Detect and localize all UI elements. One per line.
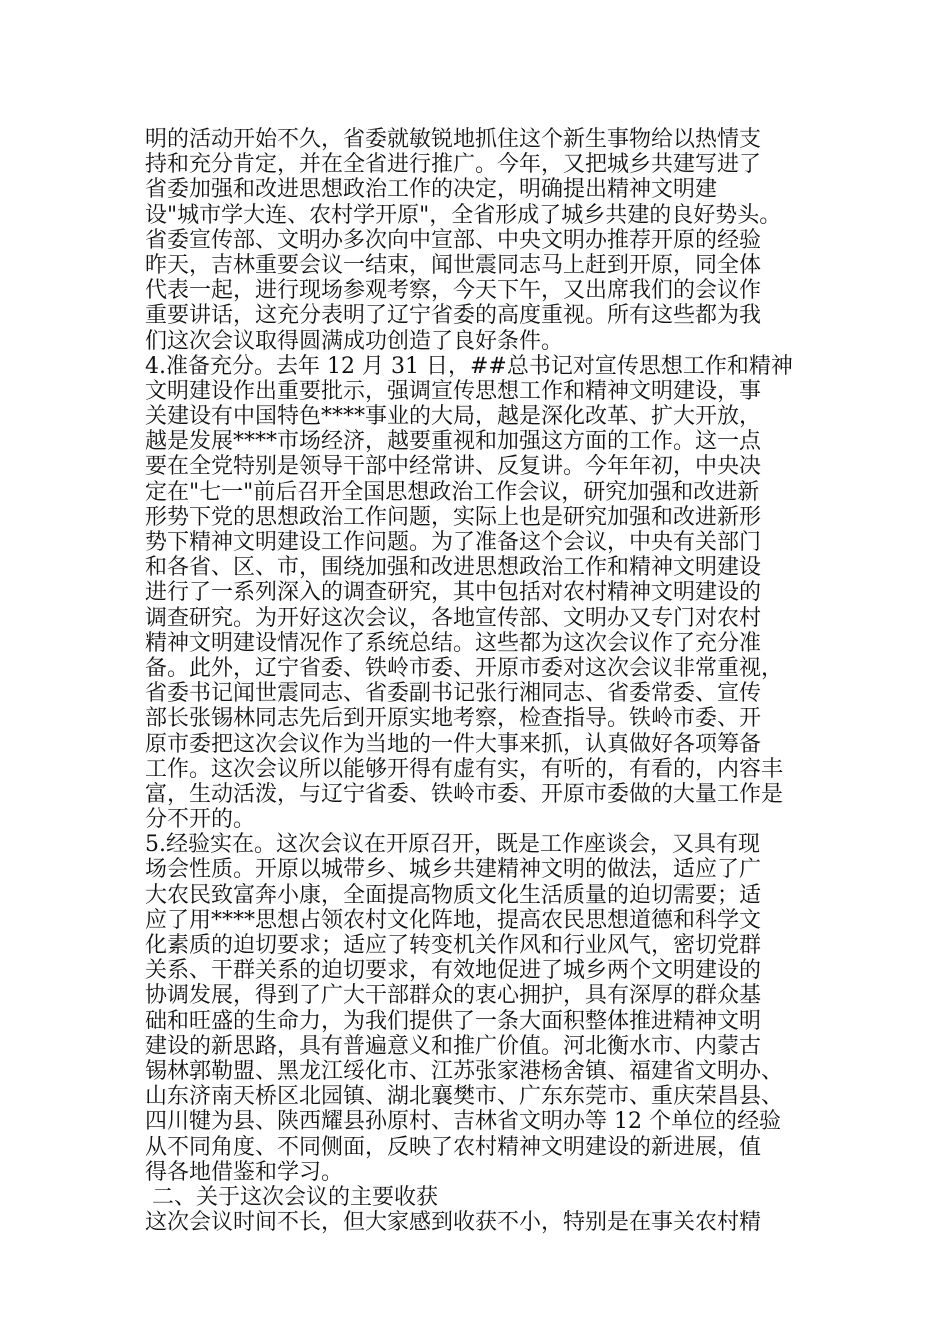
text-line: 进行了一系列深入的调查研究，其中包括对农村精神文明建设的 xyxy=(145,580,762,606)
text-line: 势下精神文明建设工作问题。为了准备这个会议，中央有关部门 xyxy=(145,530,762,555)
text-line: 从不同角度、不同侧面，反映了农村精神文明建设的新进展，值 xyxy=(145,1134,762,1160)
text-line: 化素质的迫切要求；适应了转变机关作风和行业风气，密切党群 xyxy=(145,933,762,958)
text-line: 精神文明建设情况作了系统总结。这些都为这次会议作了充分准 xyxy=(145,630,762,656)
text-line: 形势下党的思想政治工作问题，实际上也是研究加强和改进新形 xyxy=(145,504,762,530)
document-body xyxy=(145,127,825,1235)
section-heading: 二、关于这次会议的主要收获 xyxy=(145,1184,438,1210)
text-line: 建设的新思路，具有普遍意义和推广价值。河北衡水市、内蒙古 xyxy=(145,1033,762,1059)
text-line: 明的活动开始不久，省委就敏锐地抓住这个新生事物给以热情支 xyxy=(145,127,762,152)
text-line: 得各地借鉴和学习。 xyxy=(145,1159,344,1185)
text-line: 分不开的。 xyxy=(145,807,256,833)
text-line: 原市委把这次会议作为当地的一件大事来抓，认真做好各项筹备 xyxy=(145,731,762,757)
text-line: 备。此外，辽宁省委、铁岭市委、开原市委对这次会议非常重视， xyxy=(145,655,784,681)
text-line: 这次会议时间不长，但大家感到收获不小，特别是在事关农村精 xyxy=(145,1210,762,1236)
text-line: 越是发展****市场经济，越要重视和加强这方面的工作。这一点 xyxy=(145,429,762,455)
text-line: 要在全党特别是领导干部中经常讲、反复讲。今年年初，中央决 xyxy=(145,454,762,480)
text-line: 省委宣传部、文明办多次向中宣部、中央文明办推荐开原的经验 xyxy=(145,227,762,253)
text-line: 代表一起，进行现场参观考察，今天下午，又出席我们的会议作 xyxy=(145,278,762,304)
text-line: 础和旺盛的生命力，为我们提供了一条大面积整体推进精神文明 xyxy=(145,1008,762,1034)
text-line: 省委书记闻世震同志、省委副书记张行湘同志、省委常委、宣传 xyxy=(145,681,762,707)
text-line: 持和充分肯定，并在全省进行推广。今年，又把城乡共建写进了 xyxy=(145,152,762,178)
text-line: 协调发展，得到了广大干部群众的衷心拥护，具有深厚的群众基 xyxy=(145,983,762,1009)
text-line: 大农民致富奔小康，全面提高物质文化生活质量的迫切需要；适 xyxy=(145,882,762,908)
text-line: 昨天，吉林重要会议一结束，闻世震同志马上赶到开原，同全体 xyxy=(145,252,762,278)
text-line: 锡林郭勒盟、黑龙江绥化市、江苏张家港杨舍镇、福建省文明办、 xyxy=(145,1058,784,1084)
text-line: 场会性质。开原以城带乡、城乡共建精神文明的做法，适应了广 xyxy=(145,857,762,883)
text-line: 山东济南天桥区北园镇、湖北襄樊市、广东东莞市、重庆荣昌县、 xyxy=(145,1084,784,1110)
text-line: 富，生动活泼，与辽宁省委、铁岭市委、开原市委做的大量工作是 xyxy=(145,781,784,807)
text-line: 和各省、区、市，围绕加强和改进思想政治工作和精神文明建设 xyxy=(145,555,762,581)
text-line: 关建设有中国特色****事业的大局，越是深化改革、扩大开放， xyxy=(145,404,762,430)
text-line: 设"城市学大连、农村学开原"，全省形成了城乡共建的良好势头。 xyxy=(145,202,782,228)
text-line: 定在"七一"前后召开全国思想政治工作会议，研究加强和改进新 xyxy=(145,479,760,505)
text-line: 工作。这次会议所以能够开得有虚有实，有听的，有看的，内容丰 xyxy=(145,756,784,782)
text-line: 重要讲话，这充分表明了辽宁省委的高度重视。所有这些都为我 xyxy=(145,303,762,329)
text-line: 关系、干群关系的迫切要求，有效地促进了城乡两个文明建设的 xyxy=(145,958,762,984)
text-line: 文明建设作出重要批示，强调宣传思想工作和精神文明建设，事 xyxy=(145,378,762,404)
text-line: 4.准备充分。去年 12 月 31 日，##总书记对宣传思想工作和精神 xyxy=(145,353,793,379)
text-line: 应了用****思想占领农村文化阵地，提高农民思想道德和科学文 xyxy=(145,907,762,933)
text-line: 们这次会议取得圆满成功创造了良好条件。 xyxy=(145,328,564,354)
text-line: 四川犍为县、陕西耀县孙原村、吉林省文明办等 12 个单位的经验 xyxy=(145,1109,781,1135)
text-line: 部长张锡林同志先后到开原实地考察，检查指导。铁岭市委、开 xyxy=(145,706,762,732)
text-line: 调查研究。为开好这次会议，各地宣传部、文明办又专门对农村 xyxy=(145,605,762,631)
text-line: 省委加强和改进思想政治工作的决定，明确提出精神文明建 xyxy=(145,177,718,203)
text-line: 5.经验实在。这次会议在开原召开，既是工作座谈会，又具有现 xyxy=(145,832,760,858)
